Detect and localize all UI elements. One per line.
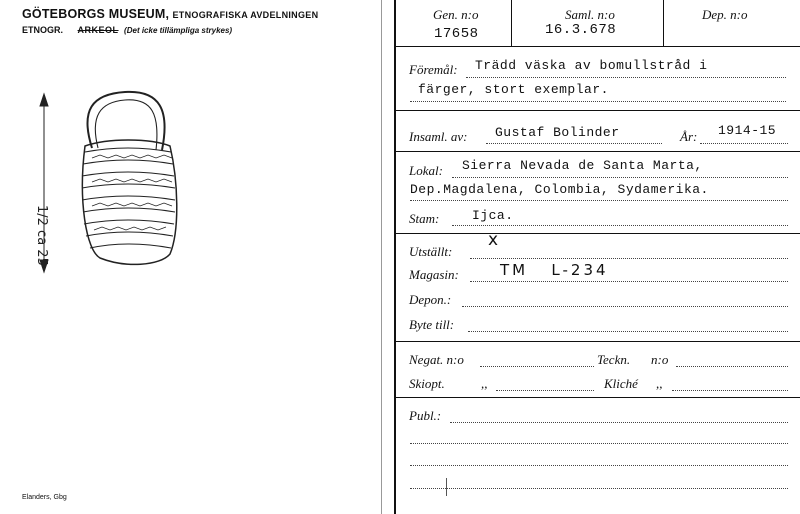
stam-value: Ijca. xyxy=(472,208,514,223)
publ-line-4 xyxy=(410,488,788,489)
department-name: ETNOGRAFISKA AVDELNINGEN xyxy=(172,10,319,20)
byte-label: Byte till: xyxy=(409,317,455,332)
object-sketch xyxy=(30,80,190,290)
magasin-label: Magasin: xyxy=(409,267,459,282)
insaml-line xyxy=(486,143,662,144)
gen-no-label: Gen. n:o xyxy=(433,7,479,22)
header-row-bottom xyxy=(395,46,800,47)
stam-row-bottom xyxy=(395,233,800,234)
publ-tick-mark xyxy=(446,478,447,496)
publ-line-2 xyxy=(410,443,788,444)
museum-header xyxy=(22,7,318,21)
foremal-value-line1: Trädd väska av bomullstråd i xyxy=(475,58,708,73)
kliche-row-bottom xyxy=(395,397,800,398)
lokal-label: Lokal: xyxy=(409,163,443,178)
utstallt-line xyxy=(470,258,788,259)
bag-sketch-icon xyxy=(82,92,177,265)
ar-value: 1914-15 xyxy=(718,123,777,138)
magasin-value: TM L-234 xyxy=(500,261,609,279)
skiopt-label: Skiopt. xyxy=(409,376,445,391)
publ-line-1 xyxy=(450,422,788,423)
teckn-line xyxy=(676,366,788,367)
museum-name: GÖTEBORGS MUSEUM, xyxy=(22,7,170,21)
gen-no-value: 17658 xyxy=(434,26,479,42)
teckn-no-label: n:o xyxy=(651,352,669,367)
negat-label: Negat. n:o xyxy=(409,352,464,367)
insaml-label: Insaml. av: xyxy=(409,129,468,144)
foremal-value-line2: färger, stort exemplar. xyxy=(418,82,609,97)
byte-line xyxy=(468,331,788,332)
saml-no-label: Saml. n:o xyxy=(565,7,615,22)
foremal-line-1 xyxy=(466,77,786,78)
publ-label: Publ.: xyxy=(409,408,442,423)
lokal-value-line1: Sierra Nevada de Santa Marta, xyxy=(462,158,703,173)
lokal-line-2 xyxy=(410,200,788,201)
foremal-line-2 xyxy=(410,101,786,102)
teckn-label: Teckn. xyxy=(597,352,631,367)
lokal-line-1 xyxy=(452,177,788,178)
depon-label: Depon.: xyxy=(409,292,452,307)
depon-line xyxy=(462,306,788,307)
byte-row-bottom xyxy=(395,341,800,342)
printer-credit: Elanders, Gbg xyxy=(22,494,67,501)
etnogr-label: ETNOGR. xyxy=(22,25,64,35)
utstallt-mark: x xyxy=(488,230,502,250)
kliche-line xyxy=(672,390,788,391)
column-divider-1 xyxy=(511,0,512,46)
insaml-value: Gustaf Bolinder xyxy=(495,125,620,140)
stam-label: Stam: xyxy=(409,211,440,226)
category-line xyxy=(22,25,232,35)
kliche-label: Kliché xyxy=(604,376,638,391)
foremal-row-bottom xyxy=(395,110,800,111)
sketch-scale-text: 1/2 ca 25 xyxy=(34,205,49,266)
stam-line xyxy=(452,225,788,226)
negat-line xyxy=(480,366,594,367)
kliche-ditto: ,, xyxy=(656,376,663,391)
dep-no-label: Dep. n:o xyxy=(702,7,748,22)
column-divider-2 xyxy=(663,0,664,46)
skiopt-ditto: ,, xyxy=(481,376,488,391)
publ-line-3 xyxy=(410,465,788,466)
magasin-line xyxy=(470,281,788,282)
foremal-label: Föremål: xyxy=(409,62,458,77)
saml-no-value: 16.3.678 xyxy=(545,22,617,38)
lokal-value-line2: Dep.Magdalena, Colombia, Sydamerika. xyxy=(410,182,709,197)
insaml-row-bottom xyxy=(395,151,800,152)
strike-note: (Det icke tillämpliga strykes) xyxy=(124,26,233,35)
ar-label: År: xyxy=(680,129,698,144)
ar-line xyxy=(700,143,788,144)
skiopt-line xyxy=(496,390,594,391)
right-card-left-border xyxy=(394,0,396,514)
arkeol-struck: ARKEOL xyxy=(77,25,119,35)
left-card-edge xyxy=(381,0,382,514)
utstallt-label: Utställt: xyxy=(409,244,453,259)
